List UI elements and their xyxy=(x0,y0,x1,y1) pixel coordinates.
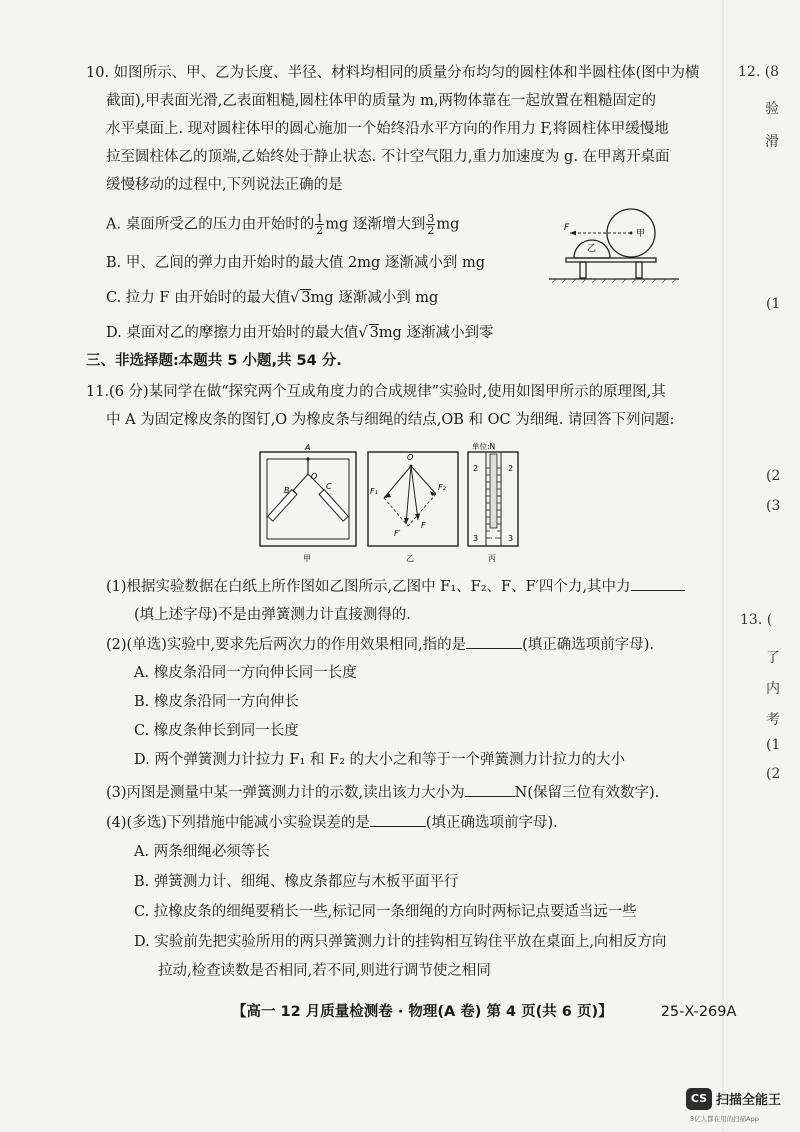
figure-bing xyxy=(468,441,518,563)
q10-figure-cylinders xyxy=(544,200,684,290)
scanner-tagline: 3亿人都在用的扫描App xyxy=(690,1115,759,1123)
jia-label-a: A xyxy=(305,443,311,452)
jia-caption: 甲 xyxy=(303,554,311,563)
jia-label-c: C xyxy=(326,482,332,491)
edge-fragment: 了 xyxy=(766,650,780,666)
q10-option-c: C. 拉力 F 由开始时的最大值√ 3mg 逐渐减小到 mg xyxy=(106,290,439,306)
yi-label-o: O xyxy=(407,453,414,462)
q11-part2-opt-a: A. 橡皮条沿同一方向伸长同一长度 xyxy=(134,665,357,681)
bing-caption: 丙 xyxy=(488,554,496,563)
q11-part4-opt-d-1: D. 实验前先把实验所用的两只弹簧测力计的挂钩相互钩住平放在桌面上,向相反方向 xyxy=(134,934,667,950)
bing-tick-left-3: 3 xyxy=(473,534,479,543)
q11-part2-opt-c: C. 橡皮条伸长到同一长度 xyxy=(134,723,299,739)
edge-fragment: 验 xyxy=(765,101,779,117)
q11-part2-opt-d: D. 两个弹簧测力计拉力 F₁ 和 F₂ 的大小之和等于一个弹簧测力计拉力的大小 xyxy=(134,752,626,768)
q11-part4-opt-d-2: 拉动,检查读数是否相同,若不同,则进行调节使之相同 xyxy=(158,963,491,979)
cs-logo-icon: CS xyxy=(686,1088,712,1110)
footer-code: 25-X-269A xyxy=(660,1004,737,1020)
edge-fragment: 12. (8 xyxy=(738,64,780,80)
q10-line-3: 水平桌面上. 现对圆柱体甲的圆心施加一个始终沿水平方向的作用力 F,将圆柱体甲缓慢地 xyxy=(106,121,669,137)
figure-yi xyxy=(368,452,458,563)
bing-tick-right-2: 2 xyxy=(508,464,514,473)
edge-fragment: (1 xyxy=(766,296,781,312)
q11-part4-opt-b: B. 弹簧测力计、细绳、橡皮条都应与木板平面平行 xyxy=(134,874,459,890)
page-edge-strip xyxy=(722,0,724,1132)
yi-label-f1: F₁ xyxy=(370,487,378,496)
yi-caption: 乙 xyxy=(406,554,414,563)
jia-label-o: O xyxy=(311,472,318,481)
q10-option-d: D. 桌面对乙的摩擦力由开始时的最大值√ 3mg 逐渐减小到零 xyxy=(106,325,494,341)
q11-figures xyxy=(256,440,536,565)
edge-fragment: (1 xyxy=(766,737,781,753)
q11-part4-opt-c: C. 拉橡皮条的细绳要稍长一些,标记同一条细绳的方向时两标记点要适当远一些 xyxy=(134,904,637,920)
jia-label-b: B xyxy=(284,486,290,495)
figure-jia xyxy=(260,443,356,563)
fig-label-yi: 乙 xyxy=(587,244,597,254)
footer-title: 【高一 12 月质量检测卷 · 物理(A 卷) 第 4 页(共 6 页)】 xyxy=(232,1004,613,1020)
edge-fragment: 滑 xyxy=(765,134,779,150)
yi-label-fprime: F′ xyxy=(394,529,401,538)
fig-label-jia: 甲 xyxy=(636,229,646,239)
q11-part2-opt-b: B. 橡皮条沿同一方向伸长 xyxy=(134,694,299,710)
answer-blank-1[interactable] xyxy=(631,576,685,591)
edge-fragment: (2 xyxy=(766,468,781,484)
bing-tick-left-2: 2 xyxy=(473,464,479,473)
q11-part2: (2)(单选)实验中,要求先后两次力的作用效果相同,指的是 (填正确选项前字母). xyxy=(106,634,654,655)
answer-blank-2[interactable] xyxy=(466,634,522,649)
q11-part4-opt-a: A. 两条细绳必须等长 xyxy=(134,844,270,860)
answer-blank-3[interactable] xyxy=(465,782,515,797)
q10-option-b: B. 甲、乙间的弹力由开始时的最大值 2mg 逐渐减小到 mg xyxy=(106,255,485,271)
q11-line-2: 中 A 为固定橡皮条的图钉,O 为橡皮条与细绳的结点,OB 和 OC 为细绳. 请回答下列问题: xyxy=(106,412,675,428)
q11-part1-b: (填上述字母)不是由弹簧测力计直接测得的. xyxy=(134,607,411,623)
q11-line-1: 11.(6 分)某同学在做“探究两个互成角度力的合成规律”实验时,使用如图甲所示的原理图,其 xyxy=(86,384,666,400)
edge-fragment: 考 xyxy=(766,712,780,728)
scanner-app-name: 扫描全能王 xyxy=(716,1093,782,1108)
bing-unit: 单位:N xyxy=(472,442,496,451)
edge-fragment: 内 xyxy=(766,681,780,697)
q11-part1-a: (1)根据实验数据在白纸上所作图如乙图所示,乙图中 F₁、F₂、F、F′四个力,其中力 xyxy=(106,576,685,597)
yi-label-f2: F₂ xyxy=(438,483,446,492)
q10-line-1: 10. 如图所示、甲、乙为长度、半径、材料均相同的质量分布均匀的圆柱体和半圆柱体(图中为横 xyxy=(86,65,700,81)
answer-blank-4[interactable] xyxy=(370,812,426,827)
q11-part3: (3)丙图是测量中某一弹簧测力计的示数,读出该力大小为 N(保留三位有效数字). xyxy=(106,782,659,803)
fig-label-f: F xyxy=(564,223,570,233)
edge-fragment: (3 xyxy=(766,498,781,514)
section-3-heading: 三、非选择题:本题共 5 小题,共 54 分. xyxy=(86,353,342,369)
edge-fragment: (2 xyxy=(766,766,781,782)
q10-option-a: A. 桌面所受乙的压力由开始时的 $\frac{1}{2}$ mg 逐渐增大到 $\frac{3}{2}$ mg xyxy=(106,212,460,237)
yi-label-f: F xyxy=(421,521,426,530)
q10-line-4: 拉至圆柱体乙的顶端,乙始终处于静止状态. 不计空气阻力,重力加速度为 g. 在甲离开桌面 xyxy=(106,149,670,165)
q10-line-5: 缓慢移动的过程中,下列说法正确的是 xyxy=(106,177,343,193)
q10-line-2: 截面),甲表面光滑,乙表面粗糙,圆柱体甲的质量为 m,两物体靠在一起放置在粗糙固定的 xyxy=(106,93,656,109)
edge-fragment: 13. ( xyxy=(740,612,773,628)
q11-part4: (4)(多选)下列措施中能减小实验误差的是 (填正确选项前字母). xyxy=(106,812,558,833)
bing-tick-right-3: 3 xyxy=(508,534,514,543)
scanner-watermark xyxy=(686,1086,798,1130)
page-footer xyxy=(232,1000,736,1021)
